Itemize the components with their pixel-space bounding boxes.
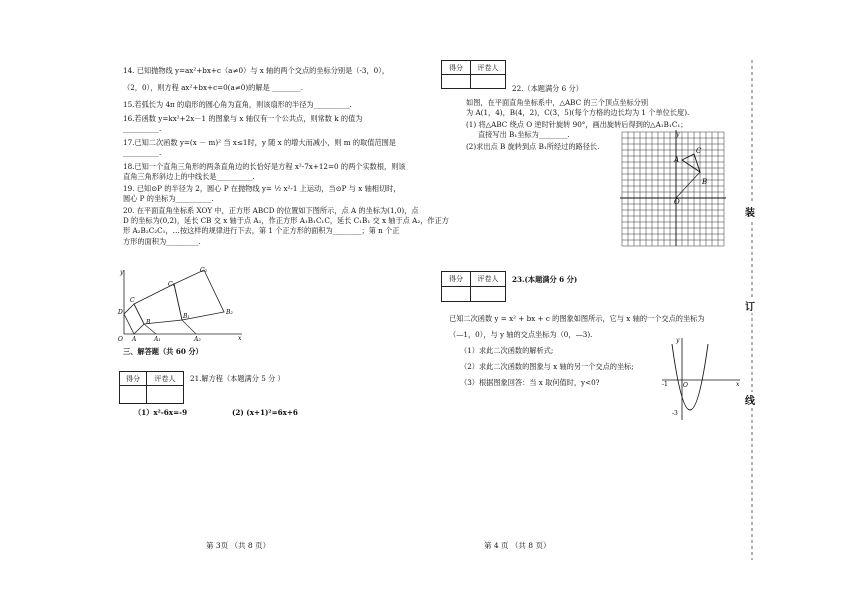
q19-text: 19. 已知⊙P 的半径为 2，圆心 P 在抛物线 y= ½ x²-1 上运动，当⊙P 与 x 轴相切时，	[123, 184, 401, 193]
q16-text: 16.若函数 y=kx²+2x－1 的图象与 x 轴仅有一个公共点，则常数 k 的值为	[123, 114, 363, 123]
score-cell[interactable]	[442, 75, 471, 89]
q23-part1: （1）求此二次函数的解析式;	[460, 346, 554, 355]
svg-text:y: y	[676, 337, 680, 344]
q21-part1: （1）x²-6x=-9	[134, 408, 188, 417]
q20-text-c: 形 A₂B₂C₂C₁，…按这样的规律进行下去，第 1 个正方形的面积为________；第 n 个正	[123, 226, 400, 235]
q18-text-cont: 直角三角形斜边上的中线长是__________.	[123, 172, 255, 181]
q22-text-e: (2)求出点 B 旋转到点 B₁所经过的路径长.	[466, 142, 600, 151]
grader-header: 评卷人	[147, 372, 184, 386]
svg-text:C₂: C₂	[200, 267, 207, 274]
binding-char-xian: 线	[745, 392, 755, 407]
svg-text:O: O	[674, 198, 680, 206]
q16-text-cont: __________.	[123, 124, 162, 133]
score-cell[interactable]	[442, 287, 471, 302]
grader-header: 评卷人	[471, 272, 506, 287]
q20-text: 20. 在平面直角坐标系 XOY 中，正方形 ABCD 的位置如下图所示，点 A 的坐标为(1,0)，点	[123, 206, 419, 215]
grader-cell[interactable]	[471, 287, 506, 302]
svg-text:B: B	[146, 319, 151, 326]
q23-text-a: 已知二次函数 y = x² + bx + c 的图象如图所示，它与 x 轴的一个交点的坐标为	[449, 314, 705, 323]
q22-text-b: 为 A(1，4)，B(4，2)，C(3，5)(每个方格的边长均为 1 个单位长度).	[466, 108, 690, 117]
square-abcd	[124, 304, 144, 334]
score-cell[interactable]	[120, 386, 147, 404]
square-1	[134, 284, 182, 324]
grader-cell[interactable]	[147, 386, 184, 404]
q21-part2: (2) (x+1)²=6x+6	[232, 408, 298, 417]
page-footer-right: 第 4 页 （共 8 页）	[484, 541, 551, 550]
q20-text-d: 方形的面积为_________.	[123, 237, 201, 246]
grader-header: 评卷人	[471, 61, 506, 75]
svg-text:x: x	[238, 335, 242, 342]
square-2	[174, 270, 224, 320]
q22-text-c: (1) 将△ABC 绕点 O 逆时针旋转 90°，画出旋转后得到的△A₁B₁C₁；	[466, 120, 688, 129]
svg-text:B₁: B₁	[183, 313, 190, 320]
section-3-heading: 三、解答题（共 60 分）	[123, 347, 203, 356]
q14-text-cont: （2，0），则方程 ax²+bx+c=0(a≠0)的解是 ________.	[123, 83, 304, 92]
q15-text: 15.若弧长为 4π 的扇形的圆心角为直角，则该扇形的半径为__________.	[123, 100, 352, 109]
binding-char-ding: 订	[745, 298, 755, 313]
svg-text:y: y	[676, 131, 680, 138]
page-footer-left: 第 3页 （共 8 页）	[206, 541, 271, 550]
score-header: 得分	[120, 372, 147, 386]
svg-text:-3: -3	[672, 410, 678, 417]
score-header: 得分	[442, 61, 471, 75]
svg-text:O: O	[683, 382, 688, 389]
score-box-21	[119, 371, 184, 404]
svg-text:B₂: B₂	[226, 309, 233, 316]
q23-text-b: （—1，0），与 y 轴的交点坐标为（0，—3).	[449, 330, 593, 339]
q17-text: 17.已知二次函数 y=(x － m)² 当 x≤1时，y 随 x 的增大而减小，则 m 的取值范围是	[123, 138, 396, 147]
binding-char-zhuang: 装	[745, 204, 755, 219]
q19-text-cont: 圆心 P 的坐标为__________.	[123, 194, 214, 203]
svg-text:A₂: A₂	[194, 336, 201, 342]
svg-text:x: x	[736, 381, 740, 388]
q22-heading: 22.（本题满分 6 分）	[512, 84, 583, 93]
svg-text:-1: -1	[662, 381, 668, 388]
svg-text:C: C	[696, 147, 702, 155]
score-header: 得分	[442, 272, 471, 287]
q22-text-d: 直接写出 B₁坐标为________.	[478, 130, 570, 139]
q20-text-b: D 的坐标为(0,2)，延长 CB 交 x 轴于点 A₁，作正方形 A₁B₁C₁C，延长 C₁B₁ 交 x 轴于点 A₂，作正方	[123, 216, 449, 225]
q17-text-cont: __________.	[123, 148, 162, 157]
q22-text-a: 如图，在平面直角坐标系中，△ABC 的三个顶点坐标分别	[466, 98, 649, 107]
q18-text: 18.已知一个直角三角形的两条直角边的长恰好是方程 x²-7x+12=0 的两个实数根，则该	[123, 162, 406, 171]
svg-text:A: A	[674, 156, 680, 164]
squares-figure	[116, 262, 246, 342]
triangle-abc	[682, 154, 700, 172]
svg-text:y: y	[120, 269, 124, 276]
score-box-22	[441, 60, 506, 89]
svg-text:B: B	[702, 178, 708, 186]
svg-text:O: O	[118, 336, 123, 342]
grid-figure	[616, 128, 728, 248]
parabola-figure	[660, 336, 742, 422]
svg-text:A₁: A₁	[154, 336, 161, 342]
q14-text: 14. 已知抛物线 y=ax²+bx+c（a≠0）与 x 轴的两个交点的坐标分别是（-3，0），	[123, 66, 390, 75]
grader-cell[interactable]	[471, 75, 506, 89]
score-box-23	[441, 271, 506, 302]
svg-text:C₁: C₁	[168, 281, 175, 288]
q23-part3: （3）根据图象回答：当 x 取何值时，y<0?	[460, 378, 600, 387]
q21-heading: 21.解方程（本题满分 5 分 ）	[190, 374, 285, 383]
svg-text:D: D	[118, 309, 123, 316]
svg-text:C: C	[130, 297, 135, 304]
q23-heading: 23.(本题满分 6 分)	[512, 275, 578, 284]
parabola-curve	[672, 344, 708, 410]
svg-text:A: A	[132, 336, 137, 342]
q23-part2: （2）求此二次函数的图象与 x 轴的另一个交点的坐标;	[460, 362, 634, 371]
